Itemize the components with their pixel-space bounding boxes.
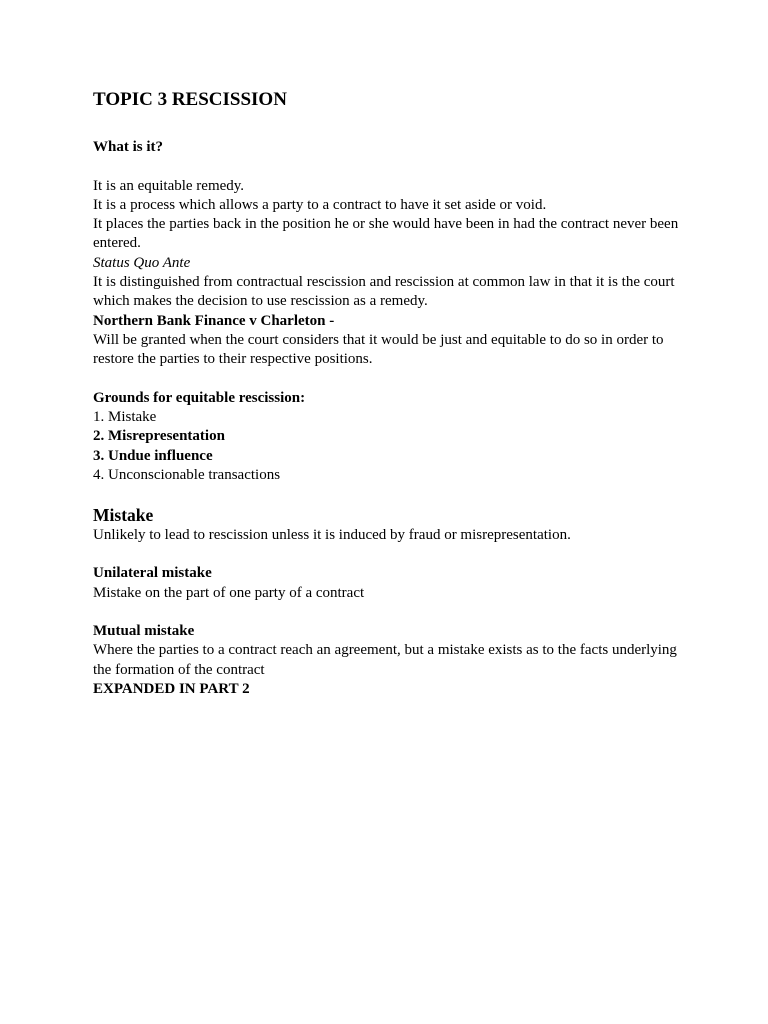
status-quo-ante: Status Quo Ante (93, 254, 191, 271)
ground-item: 4. Unconscionable transactions (93, 467, 281, 484)
what-is-it-heading: What is it? (93, 139, 164, 155)
paragraph-places-parties: It places the parties back in the position he or she would have been in had the contract never been entered. (93, 216, 679, 252)
unilateral-mistake-heading: Unilateral mistake (93, 565, 212, 582)
document-page (93, 88, 683, 699)
paragraph-distinguished: It is distinguished from contractual rescission and rescission at common law in that it is the court which makes the decision to use rescission as a remedy. (93, 274, 675, 310)
paragraph-process: It is a process which allows a party to a contract to have it set aside or void. (93, 196, 547, 213)
document-title: TOPIC 3 RESCISSION (93, 89, 287, 110)
ground-item: 2. Misrepresentation (93, 428, 225, 445)
mistake-text: Unlikely to lead to rescission unless it is induced by fraud or misrepresentation. (93, 526, 571, 543)
ground-item: 1. Mistake (93, 409, 157, 426)
case-name: Northern Bank Finance v Charleton - (93, 312, 335, 329)
ground-item: 3. Undue influence (93, 447, 213, 464)
mutual-mistake-text: Where the parties to a contract reach an agreement, but a mistake exists as to the facts underlying the formation of the contract (93, 642, 677, 678)
grounds-heading: Grounds for equitable rescission: (93, 389, 306, 406)
expanded-note: EXPANDED IN PART 2 (93, 681, 250, 698)
mutual-mistake-heading: Mutual mistake (93, 623, 195, 640)
case-text: Will be granted when the court considers that it would be just and equitable to do so in order to restore the parties to their respective positions. (93, 331, 664, 368)
unilateral-mistake-text: Mistake on the part of one party of a contract (93, 584, 365, 601)
paragraph-equitable-remedy: It is an equitable remedy. (93, 177, 245, 194)
mistake-heading: Mistake (93, 504, 154, 525)
